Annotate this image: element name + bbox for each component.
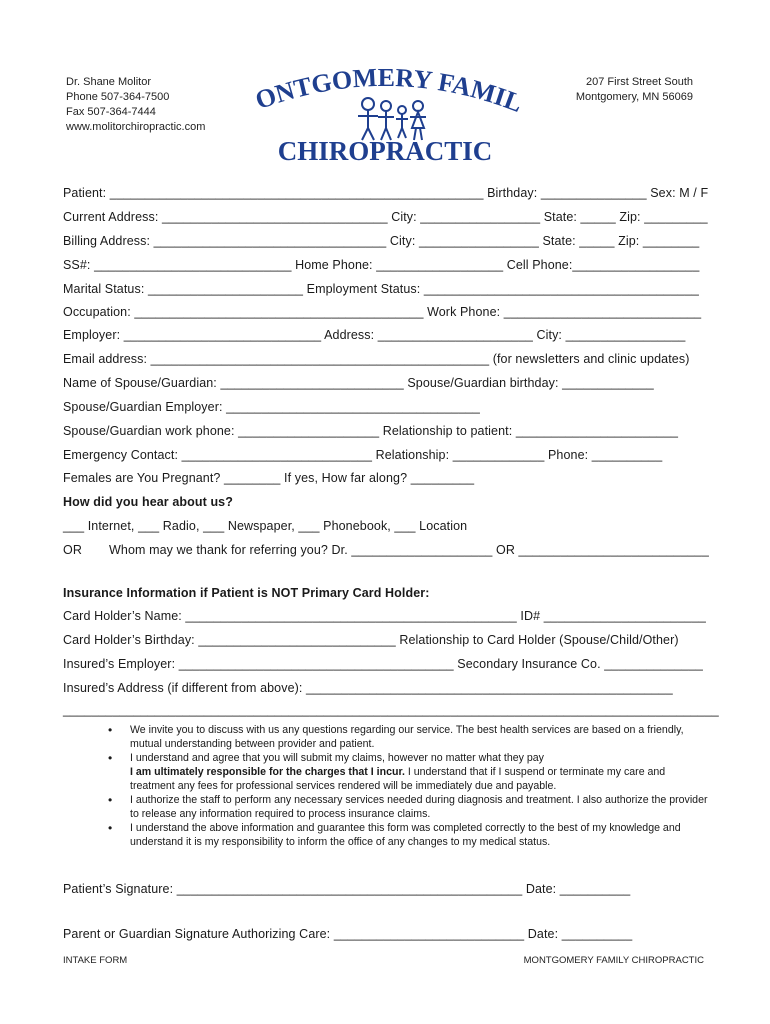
- bullet-icon: •: [108, 751, 113, 765]
- hear-heading: How did you hear about us?: [63, 495, 233, 509]
- doctor-name: Dr. Shane Molitor: [66, 76, 151, 88]
- field-ssn-phones[interactable]: SS#: ____________________________ Home Phone: __________________ Cell Phone:__________________: [63, 258, 700, 272]
- clinic-website: www.molitorchiropractic.com: [66, 121, 206, 133]
- terms-item: • I understand the above information and guarantee this form was completed correctly to the best of my knowledge and understand it is my responsibility to inform the office of any changes to my medical status.: [108, 821, 681, 848]
- field-patient-signature[interactable]: Patient’s Signature: _________________________________________________ Date: __________: [63, 882, 631, 896]
- terms-list: [108, 723, 708, 849]
- referral-or: OR: [63, 543, 82, 557]
- field-occupation[interactable]: Occupation: _________________________________________ Work Phone: ____________________________: [63, 305, 702, 319]
- clinic-logo: [250, 62, 520, 170]
- field-emergency-contact[interactable]: Emergency Contact: ___________________________ Relationship: _____________ Phone: __________: [63, 448, 663, 462]
- terms-item: • We invite you to discuss with us any questions regarding our service. The best health services are based on a friendly, mutual understanding between provider and patient.: [108, 723, 684, 750]
- terms-item: • I understand and agree that you will submit my claims, however no matter what they pay I am ultimately responsible for the charges that I incur. I understand that if I suspend or terminate my care and treatment any fees for professional services rendered will be immediately due and payable.: [108, 751, 666, 792]
- clinic-fax: Fax 507-364-7444: [66, 106, 156, 118]
- insurance-heading: Insurance Information if Patient is NOT Primary Card Holder:: [63, 586, 430, 600]
- field-insured-address-cont[interactable]: _____________________________________________________________________________________________: [63, 703, 719, 717]
- bullet-icon: •: [108, 821, 113, 835]
- field-marital-employment[interactable]: Marital Status: ______________________ Employment Status: _______________________________________: [63, 282, 699, 296]
- clinic-contact: [66, 75, 205, 135]
- field-pregnancy[interactable]: Females are You Pregnant? ________ If yes, How far along? _________: [63, 471, 475, 485]
- bullet-icon: •: [108, 723, 113, 737]
- address-line-1: 207 First Street South: [586, 76, 693, 88]
- terms-item: • I authorize the staff to perform any necessary services needed during diagnosis and treatment. I also authorize the provider to release any information required to process insurance claims.: [108, 793, 708, 820]
- field-card-holder-name[interactable]: Card Holder’s Name: _______________________________________________ ID# _______________________: [63, 609, 706, 623]
- field-employer[interactable]: Employer: ____________________________ Address: ______________________ City: _________________: [63, 328, 686, 342]
- field-guardian-signature[interactable]: Parent or Guardian Signature Authorizing Care: ___________________________ Date: __________: [63, 927, 633, 941]
- clinic-phone: Phone 507-364-7500: [66, 91, 170, 103]
- field-spouse-name[interactable]: Name of Spouse/Guardian: __________________________ Spouse/Guardian birthday: _____________: [63, 376, 654, 390]
- field-email[interactable]: Email address: ________________________________________________ (for newsletters and clinic updates): [63, 352, 690, 366]
- field-patient[interactable]: Patient: _____________________________________________________ Birthday: _______________ Sex: M / F: [63, 186, 709, 200]
- field-insured-employer[interactable]: Insured’s Employer: _______________________________________ Secondary Insurance Co. ______________: [63, 657, 703, 671]
- logo-bottom-text: CHIROPRACTIC: [277, 136, 493, 166]
- logo-top-text: ONTGOMERY FAMI: [251, 62, 510, 116]
- footer-right: MONTGOMERY FAMILY CHIROPRACTIC: [523, 955, 704, 966]
- footer-left: INTAKE FORM: [63, 955, 128, 966]
- clinic-address: [576, 75, 693, 105]
- family-figures-icon: [358, 98, 426, 140]
- field-billing-address[interactable]: Billing Address: _________________________________ City: _________________ State: _____ Zip: ________: [63, 234, 700, 248]
- address-line-2: Montgomery, MN 56069: [575, 91, 693, 103]
- field-spouse-phone[interactable]: Spouse/Guardian work phone: ____________________ Relationship to patient: _______________________: [63, 424, 679, 438]
- referral-field[interactable]: Whom may we thank for referring you? Dr. ____________________ OR ___________________________: [109, 543, 709, 557]
- field-card-holder-birthday[interactable]: Card Holder’s Birthday: ____________________________ Relationship to Card Holder (Spouse/Child/Other): [63, 633, 679, 647]
- field-spouse-employer[interactable]: Spouse/Guardian Employer: ____________________________________: [63, 400, 480, 414]
- bullet-icon: •: [108, 793, 113, 807]
- field-insured-address[interactable]: Insured’s Address (if different from above): ____________________________________________________: [63, 681, 673, 695]
- field-current-address[interactable]: Current Address: ________________________________ City: _________________ State: _____ Zip: _________: [63, 210, 708, 224]
- hear-options[interactable]: ___ Internet, ___ Radio, ___ Newspaper, ___ Phonebook, ___ Location: [63, 519, 468, 533]
